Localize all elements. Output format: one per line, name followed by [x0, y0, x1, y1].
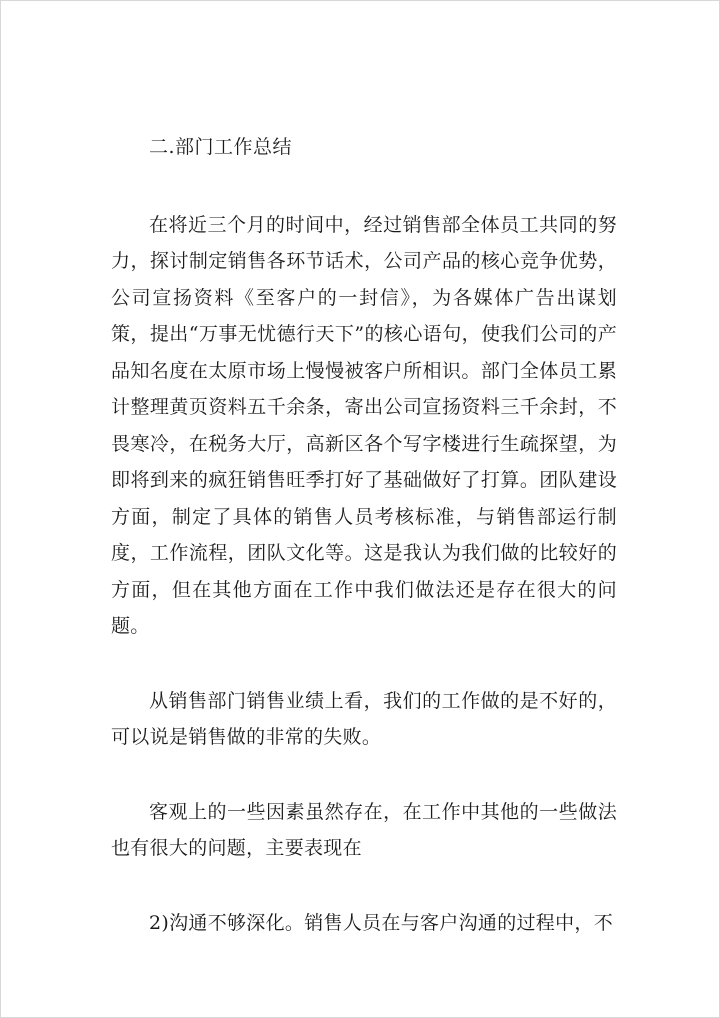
- paragraph-work-summary: 在将近三个月的时间中，经过销售部全体员工共同的努力，探讨制定销售各环节话术，公司产品的核心竞争优势，公司宣扬资料《至客户的一封信》，为各媒体广告出谋划策，提出“万事无忧德行天下”的核心语句，使我们公司的产品知名度在太原市场上慢慢被客户所相识。部门全体员工累计整理黄页资料五千余条，寄出公司宣扬资料三千余封，不畏寒冷，在税务大厅，高新区各个写字楼进行生疏探望，为即将到来的疯狂销售旺季打好了基础做好了打算。团队建设方面，制定了具体的销售人员考核标准，与销售部运行制度，工作流程，团队文化等。这是我认为我们做的比较好的方面，但在其他方面在工作中我们做法还是存在很大的问题。: [111, 213, 617, 637]
- paragraph-sales-performance: 从销售部门销售业绩上看，我们的工作做的是不好的，可以说是销售做的非常的失败。: [111, 689, 617, 748]
- section-heading: 二.部门工作总结: [149, 136, 293, 158]
- paragraph-communication-issue: 2)沟通不够深化。销售人员在与客户沟通的过程中，不: [149, 911, 614, 934]
- paragraph-problems-intro: 客观上的一些因素虽然存在，在工作中其他的一些做法也有很大的问题，主要表现在: [111, 800, 617, 859]
- document-body: [111, 129, 617, 941]
